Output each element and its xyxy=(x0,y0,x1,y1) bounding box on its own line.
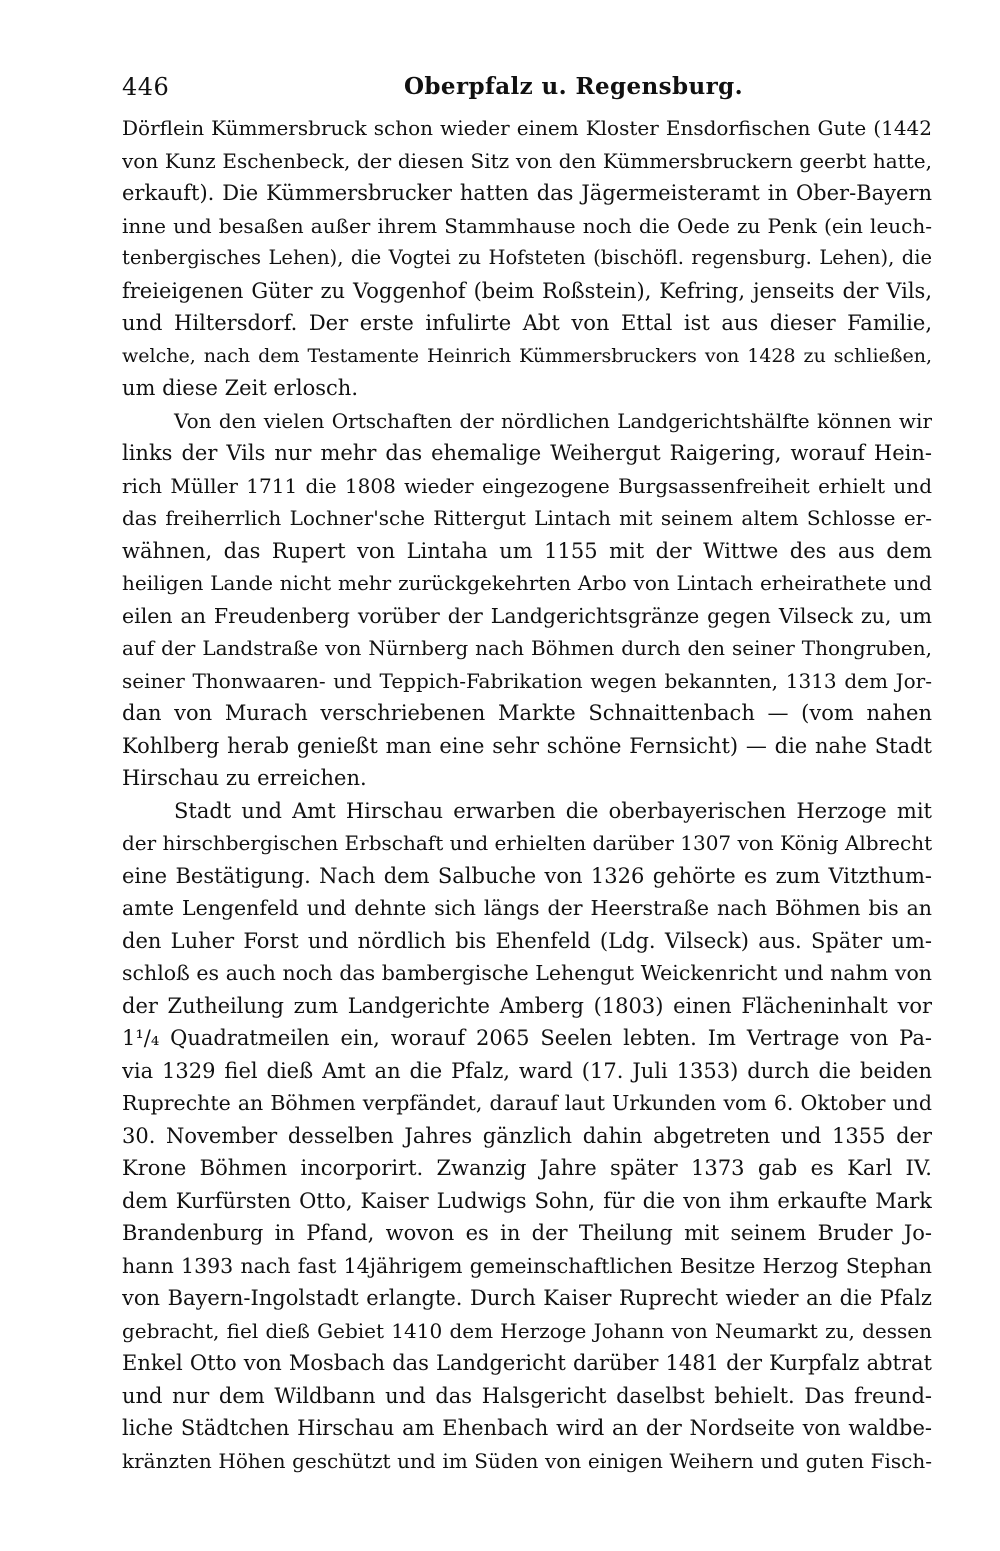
text-line: amte Lengenfeld und dehnte sich längs der Heerstraße nach Böhmen bis an xyxy=(122,896,932,920)
text-line: und nur dem Wildbann und das Halsgericht daselbst behielt. Das freund- xyxy=(122,1383,932,1408)
text-line: Brandenburg in Pfand, wovon es in der Theilung mit seinem Bruder Jo- xyxy=(122,1221,932,1245)
text-line: eine Bestätigung. Nach dem Salbuche von 1326 gehörte es zum Vitzthum- xyxy=(122,863,932,888)
text-line: auf der Landstraße von Nürnberg nach Böhmen durch den seiner Thongruben, xyxy=(122,636,932,660)
text-line: heiligen Lande nicht mehr zurückgekehrten Arbo von Lintach erheirathete und xyxy=(122,571,932,595)
text-line: 1¹/₄ Quadratmeilen ein, worauf 2065 Seelen lebten. Im Vertrage von Pa- xyxy=(122,1026,932,1050)
text-line: via 1329 fiel dieß Amt an die Pfalz, ward (17. Juli 1353) durch die beiden xyxy=(122,1058,932,1083)
text-line: dan von Murach verschriebenen Markte Schnaittenbach — (vom nahen xyxy=(122,701,932,725)
text-line: von Kunz Eschenbeck, der diesen Sitz von den Kümmersbruckern geerbt hatte, xyxy=(122,148,932,173)
text-line: erkauft). Die Kümmersbrucker hatten das Jägermeisteramt in Ober-Bayern xyxy=(122,181,932,205)
text-line: welche, nach dem Testamente Heinrich Kümmersbruckers von 1428 zu schließen, xyxy=(122,344,932,367)
text-line: den Luher Forst und nördlich bis Ehenfeld (Ldg. Vilseck) aus. Später um- xyxy=(122,928,932,953)
text-line: dem Kurfürsten Otto, Kaiser Ludwigs Sohn, für die von ihm erkaufte Mark xyxy=(122,1188,932,1213)
text-line: seiner Thonwaaren- und Teppich-Fabrikation wegen bekannten, 1313 dem Jor- xyxy=(122,668,932,693)
text-line: wähnen, das Rupert von Lintaha um 1155 mit der Wittwe des aus dem xyxy=(122,538,932,563)
text-line: das freiherrlich Lochner'sche Rittergut Lintach mit seinem altem Schlosse er- xyxy=(122,506,932,530)
text-line: Dörflein Kümmersbruck schon wieder einem Kloster Ensdorfischen Gute (1442 xyxy=(122,116,932,140)
text-line: eilen an Freudenberg vorüber der Landgerichtsgränze gegen Vilseck zu, um xyxy=(122,603,932,628)
text-line: inne und besaßen außer ihrem Stammhause noch die Oede zu Penk (ein leuch- xyxy=(122,213,932,238)
text-line: Stadt und Amt Hirschau erwarben die oberbayerischen Herzoge mit xyxy=(174,798,932,823)
text-line: rich Müller 1711 die 1808 wieder eingezogene Burgsassenfreiheit erhielt und xyxy=(122,473,932,498)
text-line: um diese Zeit erlosch. xyxy=(122,376,358,400)
text-line: liche Städtchen Hirschau am Ehenbach wird an der Nordseite von waldbe- xyxy=(122,1416,932,1440)
page-number: 446 xyxy=(122,73,170,101)
text-line: der hirschbergischen Erbschaft und erhielten darüber 1307 von König Albrecht xyxy=(122,831,932,855)
text-line: der Zutheilung zum Landgerichte Amberg (1803) einen Flächeninhalt vor xyxy=(122,993,932,1018)
text-line: Krone Böhmen incorporirt. Zwanzig Jahre später 1373 gab es Karl IV. xyxy=(122,1156,932,1180)
text-line: gebracht, fiel dieß Gebiet 1410 dem Herzoge Johann von Neumarkt zu, dessen xyxy=(122,1318,932,1343)
text-line: Ruprechte an Böhmen verpfändet, darauf laut Urkunden vom 6. Oktober und xyxy=(122,1091,932,1115)
text-line: von Bayern-Ingolstadt erlangte. Durch Kaiser Ruprecht wieder an die Pfalz xyxy=(122,1286,932,1310)
text-line: Hirschau zu erreichen. xyxy=(122,766,367,790)
text-line: 30. November desselben Jahres gänzlich dahin abgetreten und 1355 der xyxy=(122,1123,932,1148)
text-line: tenbergisches Lehen), die Vogtei zu Hofsteten (bischöfl. regensburg. Lehen), die xyxy=(122,246,932,269)
text-line: schloß es auch noch das bambergische Lehengut Weickenricht und nahm von xyxy=(122,961,932,985)
text-line: und Hiltersdorf. Der erste infulirte Abt von Ettal ist aus dieser Familie, xyxy=(122,311,932,335)
running-head: Oberpfalz u. Regensburg. xyxy=(404,73,744,100)
body-text xyxy=(122,112,932,1477)
text-line: Kohlberg herab genießt man eine sehr schöne Fernsicht) — die nahe Stadt xyxy=(122,733,932,758)
text-line: Von den vielen Ortschaften der nördlichen Landgerichtshälfte können wir xyxy=(174,408,932,433)
text-line: hann 1393 nach fast 14jährigem gemeinschaftlichen Besitze Herzog Stephan xyxy=(122,1253,932,1278)
page-header xyxy=(122,72,932,104)
text-line: Enkel Otto von Mosbach das Landgericht darüber 1481 der Kurpfalz abtrat xyxy=(122,1351,932,1375)
text-line: kränzten Höhen geschützt und im Süden von einigen Weihern und guten Fisch- xyxy=(122,1448,932,1473)
text-line: freieigenen Güter zu Voggenhof (beim Roßstein), Kefring, jenseits der Vils, xyxy=(122,278,932,303)
text-line: links der Vils nur mehr das ehemalige Weihergut Raigering, worauf Hein- xyxy=(122,441,932,465)
